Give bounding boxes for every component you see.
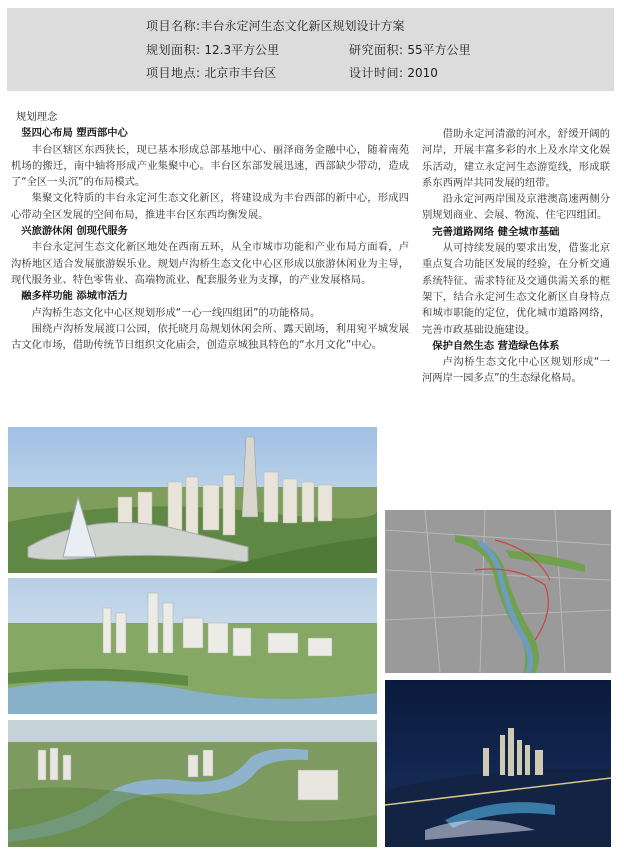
paragraph: 卢沟桥生态文化中心区规划形成“一河两岸一园多点”的生态绿化格局。 [422, 356, 610, 385]
heading-roads: 完善道路网络 健全城市基础 [432, 225, 560, 238]
night-rendering [385, 680, 611, 847]
heading-tourism: 兴旅游休闲 创现代服务 [21, 225, 128, 238]
project-info-header [7, 8, 614, 91]
river-aerial-view [8, 720, 377, 847]
design-time-label: 设计时间: [349, 66, 404, 80]
paragraph: 沿永定河两岸围及京港澳高速两侧分别规划商业、会展、物流、住宅四组团。 [422, 193, 610, 222]
right-text-column [422, 126, 610, 387]
heading-functions: 融多样功能 添城市活力 [21, 290, 128, 303]
riverfront-rendering [8, 578, 377, 714]
design-time-value: 2010 [407, 66, 438, 80]
paragraph: 从可持续发展的要求出发，借鉴北京重点复合功能区发展的经验，在分析交通系统特征、需求特征及交通供需关系的框架下，结合永定河生态文化新区自身特点和城市职能的定位，优化城市道路网络，完善市政基础设施建设。 [422, 242, 610, 336]
heading-four-centers: 竖四心布局 塑西部中心 [21, 127, 128, 140]
paragraph: 集聚文化特质的丰台永定河生态文化新区，将建设成为丰台西部的新中心，形成四心带动全区发展的空间布局，推进丰台区东西均衡发展。 [11, 192, 409, 221]
aerial-rendering-tower [8, 427, 377, 573]
project-name-label: 项目名称: [146, 19, 201, 33]
study-area-row [349, 43, 471, 58]
plan-area-value: 12.3平方公里 [204, 43, 280, 57]
design-time-row [349, 66, 438, 81]
study-area-label: 研究面积: [349, 43, 404, 57]
paragraph: 借助永定河清澈的河水，舒缓开阔的河岸，开展丰富多彩的水上及水岸文化娱乐活动，建立永定河生态游览线，形成联系东西两岸共同发展的纽带。 [422, 128, 610, 189]
plan-area-row [146, 43, 279, 58]
heading-ecology: 保护自然生态 营造绿色体系 [432, 339, 560, 352]
location-value: 北京市丰台区 [204, 66, 277, 80]
location-row [146, 66, 276, 81]
paragraph: 丰台永定河生态文化新区地处在西南五环，从全市城市功能和产业布局方面看，卢沟桥地区适合发展旅游娱乐业。规划卢沟桥生态文化中心区形成以旅游休闲业为主导，现代服务业、特色零售业、高端物流业、配套服务业为支撑，的产业发展格局。 [11, 241, 409, 286]
plan-area-label: 规划面积: [146, 43, 201, 57]
paragraph: 卢沟桥生态文化中心区规划形成“一心一线四组团”的功能格局。 [31, 306, 321, 319]
paragraph: 围绕卢沟桥发展渡口公园，依托晓月岛规划休闲会所、露天剧场，利用宛平城发展古文化市场，借助传统节日组织文化庙会，创造京城独具特色的“水月文化”中心。 [11, 322, 409, 352]
section-title: 规划理念 [16, 111, 58, 123]
master-plan-map [385, 510, 611, 673]
study-area-value: 55平方公里 [407, 43, 471, 57]
project-name-value: 丰台永定河生态文化新区规划设计方案 [200, 19, 405, 33]
left-text-column [11, 109, 409, 353]
location-label: 项目地点: [146, 66, 201, 80]
project-name-row [146, 19, 405, 34]
paragraph: 丰台区辖区东西狭长，现已基本形成总部基地中心、丽泽商务金融中心，随着南苑机场的搬迁，南中轴将形成产业集聚中心。丰台区东部发展迅速，西部缺少带动，造成了“全区一头沉”的布局模式。 [11, 143, 409, 189]
